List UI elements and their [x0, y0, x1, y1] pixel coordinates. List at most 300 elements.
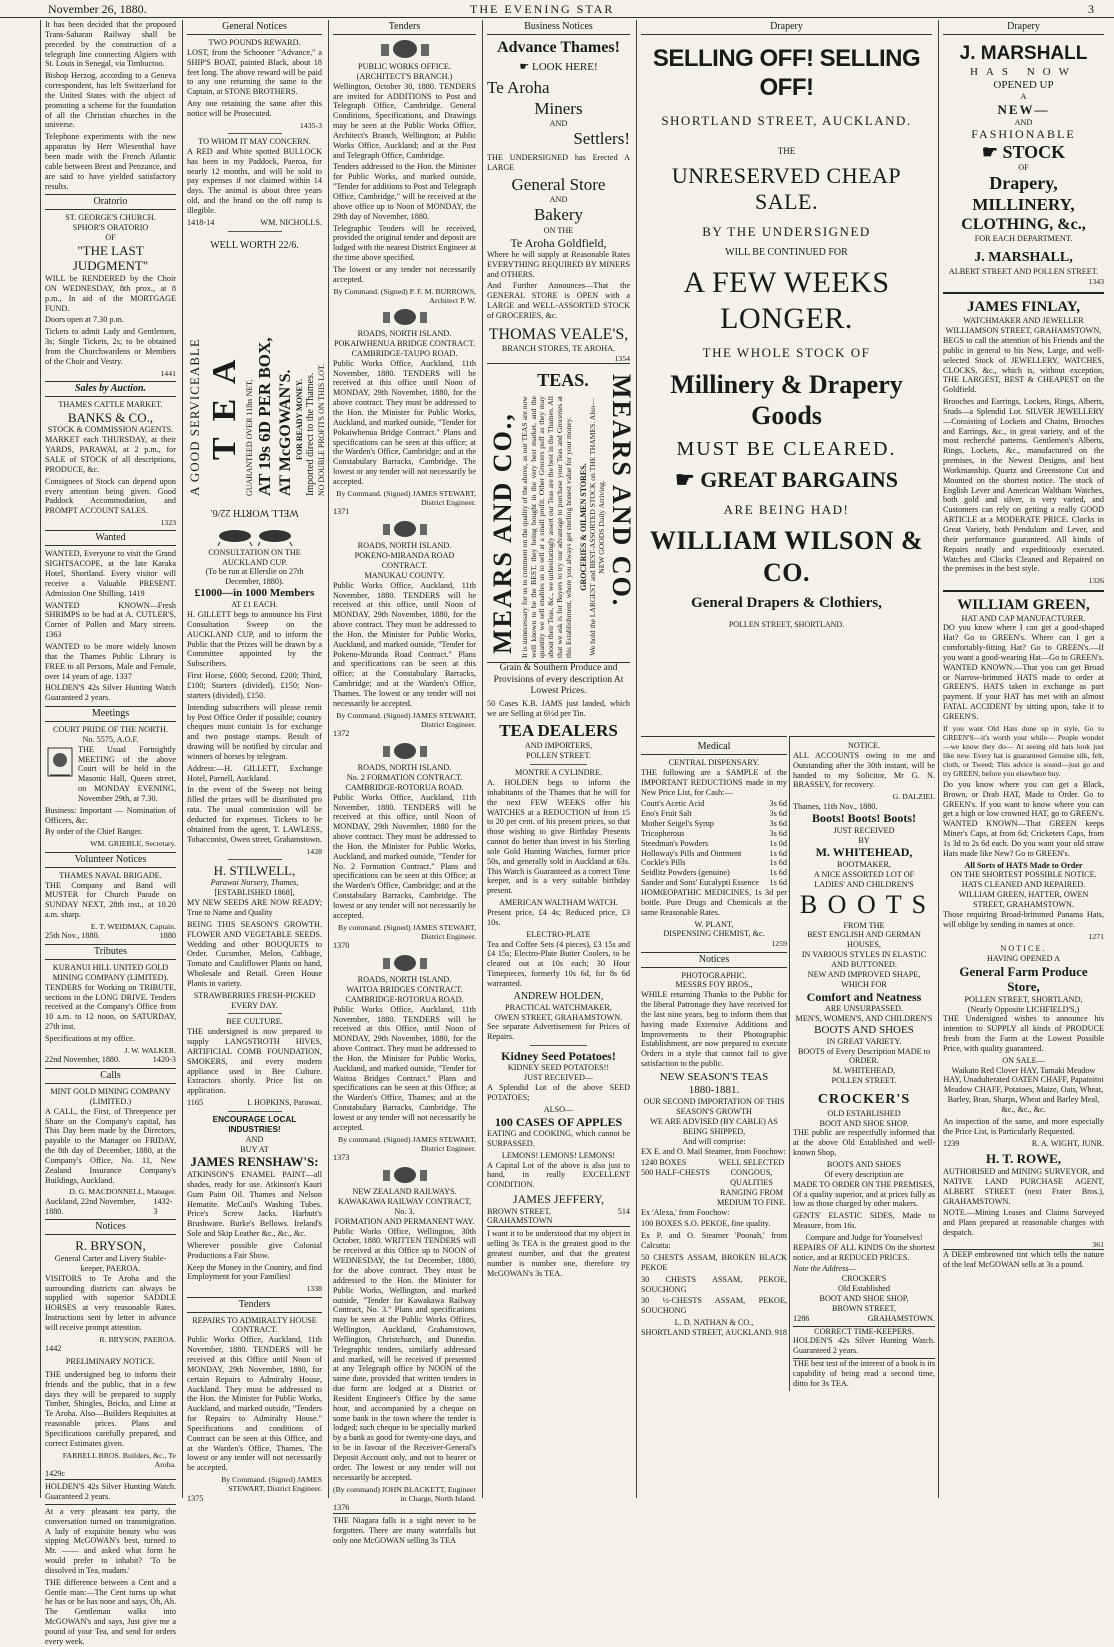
- crocker-title: CROCKER'S: [817, 1091, 911, 1107]
- price-value: 3s 6d: [769, 828, 787, 838]
- oratorio-title: "THE LAST JUDGMENT": [72, 242, 149, 274]
- admiralty-title: REPAIRS TO ADMIRALTY HOUSE CONTRACT.: [192, 1315, 317, 1335]
- stilwell-name: H. STILWELL,: [213, 862, 296, 878]
- marshall-name: J. MARSHALL: [959, 43, 1088, 64]
- notice-body: ALL ACCOUNTS owing to me and Outstanding after the 30th instant, will be handed to my Solicitor, Mr G. N. BRASSEY, for recovery.: [793, 750, 935, 790]
- nathan-name: L. D. NATHAN & CO.,: [674, 1318, 754, 1328]
- also: ALSO—: [543, 1104, 574, 1114]
- roads-title: ROADS, NORTH ISLAND.: [357, 329, 452, 339]
- news-paragraph: It has been decided that the proposed Trans-Saharan Railway shall be preceded by the construction of a telegraph line connecting Algiers with St. Louis in Senegal, via Timbuctoo.: [45, 20, 176, 69]
- bootmaker: BOOTMAKER,: [837, 859, 891, 869]
- section-heading-medical: Medical: [641, 740, 787, 755]
- roads-contract: POKENO-MIRANDA ROAD CONTRACT.: [354, 551, 455, 570]
- coat-of-arms-icon: [375, 953, 435, 973]
- volunteer-date: 25th Nov., 1880.: [45, 931, 100, 941]
- practical-watchmaker: PRACTICAL WATCHMAKER,: [505, 1002, 612, 1012]
- sweep-date: (To be run at Ellerslie on 27th December, 1880).: [205, 567, 304, 587]
- finlay-body: BEGS to call the attention of his Friends and the public in general to his New, Large, and well-selected Stock of JEWELLERY, WATCHES, CLOCKS, &c., which is, without exception, THE LARGEST, BEST & CHEAPEST on the Goldfield.: [943, 335, 1104, 395]
- sweep-body: In the event of the Sweep not being filled the prizes will be distributed pro rata. The usual commission will be deducted for expenses. Tickets to be obtained from the agent, T. LAWLESS, Tobacconist, Owen street, Grahamstown.: [187, 785, 322, 844]
- roads-signature: By Command. (Signed) JAMES STEWART, District Engineer.: [336, 710, 476, 729]
- pwo-branch: (ARCHITECT'S BRANCH.): [356, 71, 453, 81]
- each-dept: FOR EACH DEPARTMENT.: [974, 234, 1073, 244]
- ad-number: 1373: [333, 1153, 350, 1163]
- marshall-sig: J. MARSHALL,: [974, 250, 1073, 266]
- section-heading-oratorio: Oratorio: [45, 194, 176, 210]
- filler-paragraph: THE Niagara falls is a sight never to be forgotten. There are many waterfalls but only one McGOWAN selling 3s TEA: [333, 1513, 476, 1546]
- great-variety: IN GREAT VARIETY.: [826, 1036, 902, 1046]
- ad-number: 1428: [306, 846, 322, 856]
- coat-of-arms-icon: [375, 1165, 435, 1185]
- dalziel-signature: G. DALZIEL: [892, 792, 935, 802]
- reward-title: TWO POUNDS REWARD.: [208, 38, 301, 47]
- correct-timekeepers: CORRECT TIME-KEEPERS.: [793, 1326, 935, 1337]
- watchmaker: WATCHMAKER AND JEWELLER: [963, 316, 1084, 326]
- ad-number: 1441: [160, 368, 176, 378]
- a: A: [1020, 92, 1027, 102]
- concern-signature: WM. NICHOLLS.: [260, 217, 322, 227]
- court-number: No. 5575, A.O.F.: [82, 734, 139, 744]
- price-row: [641, 868, 787, 878]
- local-body: Keep the Money in the Country, and find Employment for your Families!: [187, 1262, 322, 1282]
- price-row: [641, 809, 787, 819]
- reward-warning: Any one retaining the same after this notice will be Prosecuted.: [187, 99, 322, 118]
- section-heading-drapery: Drapery: [641, 20, 932, 35]
- by: BY: [858, 835, 870, 845]
- grain-notice: Grain & Southern Produce and Provisions of every description At Lowest Prices.: [493, 663, 624, 696]
- volunteer-signature: E. T. WEIDMAN, Captain.: [90, 921, 176, 931]
- rail-signature: (By command) JOHN BLACKETT, Engineer in Charge, North Island.: [333, 1484, 476, 1503]
- farm-produce-store: General Farm Produce Store,: [959, 963, 1088, 995]
- mears-text: It is unnecessary for us to comment on the quality of the above, as our TEAS are now well known to be the BEST, they being bought in the very best market, and the quantity we sell enables us to sell at a small profit. Other Grocers puff as they may about their Teas, &c., we unhesitatingly assert our Teas are the best in the Thames. All that we ask is for Buyers to try our advantage to purchase your Teas and Groceries at this Establishment, where you always get sterling honest value for your money.: [520, 396, 573, 659]
- price-row: [641, 858, 787, 868]
- nice-assorted: A NICE ASSORTED LOT OF: [813, 869, 915, 879]
- filler-paragraph: THE best test of the interest of a book is its capability of being read a second time, ditto for 3s TEA.: [793, 1359, 935, 1388]
- pwo-body: Tenders addressed to the Hon. the Minister for Public Works, and marked outside, "Tender for additions to Post and Telegraph Office, Cambridge," will be received at the above office up to Noon of MONDAY, the 29th day of November, 1880.: [333, 162, 476, 221]
- sweep-address: Address:—H. GILLETT, Exchange Hotel, Parnell, Auckland.: [187, 763, 322, 783]
- reward-body: LOST, from the Schooner "Advance," a SHIP'S BOAT, painted Black, about 18 feet long. The above reward will be paid to any one returning the same to the Captain, at STONE BROTHERS.: [187, 47, 322, 97]
- boot-shoe-shop: BOOT AND SHOE SHOP,: [819, 1293, 909, 1303]
- on-the: ON THE: [543, 225, 574, 235]
- section-heading-notices: Notices: [641, 952, 787, 968]
- roads-title: ROADS, NORTH ISLAND.: [357, 541, 452, 551]
- ad-number: 1326: [1088, 576, 1104, 586]
- pwo-signature: By Command. (Signed) P. F. M. BURROWS, Architect P. W.: [333, 286, 476, 305]
- wanted-item: WANTED, Everyone to visit the Grand SIGHTSACOPE, at the late Karaka Hotel, Shortland. Every visitor will receive a Valuable PRESENT. Admission One Shilling. 1419: [45, 549, 176, 598]
- section-heading-general: General Notices: [187, 20, 322, 35]
- company-name: MINT GOLD MINING COMPANY (LIMITED.): [50, 1087, 171, 1106]
- ex-alexa: Ex 'Alexa,' from Foochow:: [641, 1207, 730, 1217]
- ad-number: 918: [774, 1327, 787, 1337]
- veale-body: Where he will supply at Reasonable Rates EVERYTHING REQUIRED BY MINERS and OTHERS.: [487, 249, 630, 279]
- homeopathic: HOMŒOPATHIC MEDICINES, 1s 3d per bottle. Pure Drugs and Chemicals at the same Reasonable Rates.: [641, 887, 787, 917]
- jeffery-name: JAMES JEFFERY,: [512, 1192, 605, 1207]
- rail-contract: KAWAKAWA RAILWAY CONTRACT, No. 3.: [337, 1197, 472, 1216]
- tea-ad-line: A GOOD SERVICEABLE: [187, 337, 202, 496]
- albert-street: ALBERT STREET AND POLLEN STREET.: [948, 267, 1099, 277]
- roads-road: CAMBRIDGE-ROTORUA ROAD.: [345, 994, 464, 1004]
- section-heading-business: Business Notices: [487, 20, 630, 35]
- filler-paragraph: At a very pleasant tea party, the conversation turned on transmigration. A lady of exquisite beauty who was sipping McGOWAN's best, turned to Mr. —— and asked what form he would prefer to inhabit? 'To be dissolved in Tea, madam.': [45, 1506, 176, 1575]
- roads-body: Public Works Office, Auckland, 11th November, 1880. TENDERS will be received at this Office, until Noon of MONDAY, 29th November, 1880, for the above Contract. They must be addressed to the Hon. the Minister for Public Works, Auckland, and marked outside, "Tender for Waitoa Bridges Contract." Plans and specifications can be seen at this Office; at the Warden's Office, Thames; and at the Constabulary Barracks, Cambridge. The lowest or any tender will not necessarily be accepted.: [333, 1004, 476, 1132]
- pekoe: 100 BOXES S.O. PEKOE, fine quality.: [641, 1219, 771, 1229]
- oratorio-of: OF: [105, 233, 116, 243]
- section-heading-tenders: Tenders: [187, 1297, 322, 1313]
- price-row: [641, 839, 787, 849]
- every-description: Of every description are: [824, 1169, 904, 1179]
- price-value: 1s 6d: [769, 858, 787, 868]
- ad-number: 1372: [333, 729, 350, 739]
- admiralty-body: Public Works Office, Auckland, 11th November, 1880. TENDERS will be received at this Office until Noon of MONDAY, 29th November, 1880, for certain Repairs to Admiralty House, Auckland. They must be addressed to the Hon. the Minister for Public Works, Auckland, and marked outside, "Tenders for Repairs to Admiralty House." Specifications and conditions of Contract can be seen at this Office, and at the Warden's Office, Thames. The lowest or any tender will not necessarily be accepted.: [187, 1335, 322, 1473]
- green-body: DO you know where I can get a good-shaped Hat? Go to GREEN's. Where can I get a comfortably-fitting Hat? Go to GREEN's.—If you want a good-wearing Hat—Go to GREEN's. WANTED KNOWN.—That you can get Broad or Narrow-brimmed HATS made to order at GREEN'S. HATS taken in exchange as part payment. If your HAT has met with an almost FATAL ACCIDENT by sitting upon, take it to GREEN'S.: [943, 623, 1104, 721]
- roads-contract: No. 2 FORMATION CONTRACT.: [346, 773, 463, 782]
- whole-stock: THE WHOLE STOCK OF: [702, 345, 871, 361]
- ad-number: 1418-14: [187, 217, 215, 227]
- pollen-street: POLLEN STREET.: [831, 1076, 897, 1086]
- half-chests: 500 HALF-CHESTS: [641, 1168, 710, 1178]
- horse-race-icon: [190, 524, 320, 546]
- column-2: [182, 20, 326, 1503]
- assam: 50 CHESTS ASSAM, BROKEN BLACK PEKOE: [641, 1253, 787, 1272]
- oratorio-tickets: Tickets to admit Lady and Gentlemen, 3s; Single Tickets, 2s; to be obtained from the Churchwardens or Members of the Choir and Vestry.: [45, 327, 176, 366]
- admiralty-signature: By Command. (Signed) JAMES STEWART, District Engineer.: [221, 1475, 322, 1494]
- roads-title: ROADS, NORTH ISLAND.: [357, 975, 452, 985]
- mears-teas: TEAS.: [537, 370, 589, 391]
- price-item: Holloway's Pills and Ointment: [641, 848, 742, 858]
- section-heading-calls: Calls: [45, 1068, 176, 1084]
- tea-ad-line: AT McGOWAN'S.: [277, 369, 294, 496]
- mears-groceries: GROCERIES & OILMEN STORES.: [579, 463, 588, 591]
- ad-number: 361: [1092, 1239, 1104, 1249]
- stilwell-body: MY NEW SEEDS ARE NOW READY; True to Name and Quality: [187, 898, 322, 917]
- column-3: [328, 20, 480, 1545]
- american-watch: AMERICAN WALTHAM WATCH.: [499, 898, 618, 908]
- ad-number: 1420-3: [152, 1055, 176, 1065]
- nursery-name: Parawai Nursery, Thames,: [210, 878, 299, 888]
- roads-title: ROADS, NORTH ISLAND.: [357, 763, 452, 773]
- ad-number: 1343: [1088, 276, 1104, 286]
- shortest-notice: ON THE SHORTEST POSSIBLE NOTICE.: [950, 870, 1097, 880]
- just-received: JUST RECEIVED—: [523, 1073, 594, 1083]
- photographic: PHOTOGRAPHIC.: [681, 970, 747, 980]
- section-heading-meetings: Meetings: [45, 706, 176, 722]
- section-heading-drapery: Drapery: [943, 20, 1104, 35]
- sweep-price: AT £1 EACH.: [231, 600, 278, 610]
- chemist: DISPENSING CHEMIST, &c.: [663, 929, 765, 939]
- electro-plate: ELECTRO-PLATE: [526, 929, 591, 939]
- clothing: CLOTHING, &c.,: [961, 216, 1086, 234]
- agent-subtitle: STOCK & COMMISSION AGENTS.: [47, 425, 174, 435]
- price-row: [641, 878, 787, 888]
- lemons: LEMONS! LEMONS! LEMONS!: [501, 1150, 616, 1160]
- oratorio-doors: Doors open at 7.30 p.m.: [45, 315, 124, 325]
- column-4: [482, 20, 634, 1498]
- and-word: AND: [549, 195, 568, 205]
- roads-road: MANUKAU COUNTY.: [364, 570, 445, 580]
- advised: WE ARE ADVISED (BY CABLE) AS BEING SHIPPED,: [650, 1117, 778, 1136]
- price-item: Cockle's Pills: [641, 858, 686, 868]
- new-shape: NEW AND IMPROVED SHAPE, WHICH FOR: [807, 969, 921, 989]
- mears-left: MEARS AND CO.,: [488, 412, 517, 655]
- veale-branch: BRANCH STORES, TE AROHA.: [501, 344, 616, 354]
- dispensary-body: THE following are a SAMPLE of the IMPORTANT REDUCTIONS made in my New Price List, for Cash:—: [641, 767, 787, 797]
- sweep-prize: £1000—in 1000 Members: [194, 587, 315, 600]
- green-verse: If you want Old Hats done up in style, Go to GREEN'S—it's worth your while— People wonder—we know they do— At seeing old hats look just like new. Every hat is guaranteed Genuine silk, felt, cloth, or Tweed; This advice is sound—just go and try GREEN, before you elsewhere buy.: [943, 723, 1104, 778]
- section-heading-tenders: Tenders: [333, 20, 476, 35]
- splendid-lot: A Splendid Lot of the above SEED POTATOES;: [487, 1083, 630, 1103]
- assam: 30 CHESTS ASSAM, PEKOE, SOUCHONG: [641, 1274, 787, 1294]
- dispensary-name: CENTRAL DISPENSARY.: [668, 758, 760, 767]
- various-styles: IN VARIOUS STYLES IN ELASTIC AND BUTTONED.: [801, 950, 927, 969]
- second-importation: OUR SECOND IMPORTATION OF THIS SEASON'S GROWTH: [643, 1097, 785, 1117]
- ad-number: 1286: [793, 1313, 810, 1323]
- price-item: Steedman's Powders: [641, 838, 709, 848]
- ad-number: 1271: [1088, 931, 1104, 941]
- nearly-opposite: (Nearly Opposite LICHFIELD'S,): [967, 1004, 1080, 1014]
- owen-street: OWEN STREET, GRAHAMSTOWN.: [494, 1012, 623, 1022]
- rowe-note: NOTE.—Mining Leases and Claims Surveyed and Plans prepared at reasonable charges with despatch.: [943, 1208, 1104, 1238]
- section-heading-wanted: Wanted: [45, 530, 176, 546]
- ad-number: 514: [617, 1206, 630, 1216]
- local-and: AND: [245, 1134, 264, 1144]
- local-title: ENCOURAGE LOCAL INDUSTRIES!: [212, 1115, 297, 1134]
- best-houses: BEST ENGLISH AND GERMAN HOUSES,: [807, 930, 921, 950]
- must-be-cleared: MUST BE CLEARED.: [676, 438, 897, 461]
- miners: Miners: [534, 98, 583, 118]
- ladies-childrens: LADIES' AND CHILDREN'S: [814, 879, 914, 889]
- ad-number: 1239: [943, 1138, 960, 1148]
- old-established: OLD ESTABLISHED: [827, 1108, 901, 1118]
- see-advert: See separate Advertisement for Prices of Repairs.: [487, 1022, 630, 1042]
- bee-body: THE undersigned is now prepared to supply LANGSTROTH HIVES, ARTIFICIAL COMB FOUNDATION, SMOKERS, and every modern appliance used in Bee Culture. Extractors shortly. Price list on application.: [187, 1027, 322, 1096]
- brown-street: BROWN STREET,: [832, 1303, 896, 1313]
- ad-number: 1442: [45, 1344, 62, 1354]
- bee-signature: I. HOPKINS, Parawai.: [247, 1098, 322, 1108]
- notice-date: Thames, 11th Nov., 1880.: [793, 801, 878, 811]
- oratorio-name: SPHOR'S ORATORIO: [72, 223, 149, 233]
- advance-thames: Advance Thames!: [497, 39, 620, 56]
- boots-large: B O O T S: [799, 890, 929, 920]
- ad-number: 1323: [160, 518, 176, 528]
- being-had: ARE BEING HAD!: [723, 501, 850, 517]
- shortland-street: SHORTLAND STREET, AUCKLAND.: [641, 1327, 774, 1337]
- calls-body: A CALL, the First, of Threepence per Share on the Company's capital, has This Day been made by the Directors, payable to the Manager on FRIDAY, the 8th day of December, 1880, at the Company's Office, No. 11, New Zealand Insurance Company's Buildings, Auckland.: [45, 1106, 176, 1185]
- tributes-date: 22nd November, 1880.: [45, 1055, 121, 1065]
- millinery-drapery: Millinery & Drapery Goods: [670, 369, 903, 431]
- general-store: General Store: [511, 175, 606, 195]
- pwo-body: Wellington, October 30, 1880. TENDERS are invited for ADDITIONS to Post and Telegraph Office, Cambridge. General Conditions, Specifications, and Drawings may be seen at the Public Works Office, Architect's Branch, Wellington; at Public Works Office, Auckland; and at the Post and Telegraph Office, Cambridge.: [333, 81, 476, 160]
- of: OF: [1018, 163, 1029, 173]
- the: THE: [777, 146, 796, 157]
- agent-name: BANKS & CO.,: [67, 409, 154, 425]
- grahamstown: GRAHAMSTOWN.: [867, 1313, 935, 1323]
- volunteer-body: THE Company and Band will MUSTER for Church Parade on SUNDAY NEXT, 28th inst., at 10.20 a.m. sharp.: [45, 880, 176, 920]
- pollen-shortland: POLLEN STREET, SHORTLAND,: [964, 994, 1083, 1004]
- fashionable: FASHIONABLE: [971, 127, 1076, 142]
- section-heading-auction: Sales by Auction.: [45, 381, 176, 397]
- pwo-title: PUBLIC WORKS OFFICE.: [358, 62, 451, 71]
- tea-ad-line: NO DOUBLE PROFITS ON THIS LOT.: [317, 363, 326, 496]
- new: NEW—: [997, 102, 1050, 118]
- masthead: [0, 0, 1114, 18]
- concern-title: TO WHOM IT MAY CONCERN.: [198, 137, 311, 147]
- goldfield: Te Aroha Goldfield,: [510, 235, 607, 250]
- electro-body: Tea and Coffee Sets (4 pieces), £3 15s and £4 15s; Electro-Plate Butter Coolers, to be cleared out at 10s each; 30 Hour Timepieces, formerly 10s 6d, for 8s 6d warranted.: [487, 939, 630, 988]
- company-name: KURANUI HILL UNITED GOLD MINING COMPANY (LIMITED).: [52, 963, 169, 982]
- ad-number: 1429c: [45, 1469, 66, 1479]
- great-bargains: GREAT BARGAINS: [700, 467, 899, 493]
- ad-number: 1375: [187, 1493, 204, 1503]
- veale-body: THE UNDERSIGNED has Erected A LARGE: [487, 153, 630, 173]
- ad-number: 1435-3: [299, 120, 322, 130]
- millinery: MILLINERY,: [972, 194, 1075, 214]
- bee-title: BEE CULTURE.: [226, 1017, 283, 1027]
- sweep-prizes: First Horse, £600; Second, £200; Third, £100; Starters (divided), £150; Non-starters (divided), £150.: [187, 671, 322, 700]
- williamson-street: WILLIAMSON STREET, GRAHAMSTOWN,: [945, 326, 1102, 336]
- congous: WELL SELECTED CONGOUS, QUALITIES RANGING FROM MEDIUM TO FINE.: [716, 1158, 787, 1207]
- pollen-shortland: POLLEN STREET, SHORTLAND.: [728, 619, 845, 629]
- by-undersigned: BY THE UNDERSIGNED: [702, 223, 871, 239]
- stilwell-strawberries: STRAWBERRIES FRESH-PICKED EVERY DAY.: [193, 990, 316, 1010]
- roads-body: Public Works Office, Auckland, 11th November, 1880. TENDERS will be received at this office, until Noon of MONDAY, 29th November, 1880, for the above contract. They must be addressed to the Hon. the Minister for Public Works, Auckland, and marked outside, "Tender for Pokeno-Miranda Road Contract." Plans and specifications can be seen at this office; at the Constabulary Barracks, Cambridge; and at the Warden's Office, Thames. The lowest or any tender will not necessarily be accepted.: [333, 580, 476, 708]
- wight-signature: R. A. WIGHT, JUNR.: [1031, 1138, 1104, 1148]
- concern-body: A RED and White spotted BULLOCK has been in my Paddock, Paeroa, for nearly 12 months, and will be sold to pay expenses if not claimed within 14 days. The animal is about three years old, and the brand on the off rump is illegible.: [187, 146, 322, 215]
- sweep-body: Intending subscribers will please remit by Post Office Order if possible; country cheques must contain 1s for exchange and two postage stamps. Result of drawing will be notified by circular and winners of horses by telegram.: [187, 702, 322, 761]
- ad-number: 1432-3: [153, 1196, 173, 1216]
- on-sale: ON SALE—: [1002, 1055, 1045, 1065]
- quality: Of a quality superior, and at prices fully as low as those charged by other makers.: [793, 1189, 935, 1209]
- bryson-signature: R. BRYSON, PAEROA.: [99, 1334, 176, 1344]
- compare-judge: Compare and Judge for Yourselves!: [805, 1232, 923, 1242]
- capital-lot: A Capital Lot of the above is also just to hand, in really EXCELLENT CONDITION.: [487, 1160, 630, 1190]
- renshaw-name: JAMES RENSHAW'S:: [190, 1154, 319, 1170]
- coat-of-arms-icon: [375, 38, 435, 60]
- calls-signature: D. G. MACDONNELL, Manager.: [69, 1187, 176, 1197]
- news-paragraph: Bishop Herzog, according to a Geneva correspondent, has left Switzerland for the United States with the object of promoting a scheme for the foundation of all the Christian churches in the universe.: [45, 71, 176, 130]
- drapery: Drapery,: [989, 173, 1058, 194]
- nursery-est: [ESTABLISHED 1868],: [214, 888, 295, 898]
- finlay-body: Brooches and Earrings, Lockets, Rings, Alberts, Studs—a Splendid Lot. SILVER JEWELLERY—Consisting of Lockets and Chains, Brooches and Earrings, &c., in great variety, and of the most recherché patterns. Gentlemen's Alberts, Rings, Lockets, &c., manufactured on the premises, in the Newest Designs, and best Workmanship. Quartz and Greenstone Cut and Mounted on the shortest notice. The stock of English Lever and American Waltham Watches, both gold and silver, is very varied, and Customers can rely on getting a really GOOD ARTICLE at a MODERATE PRICE. Clocks in Great Variety, both Pendulum and Lever, and their performance guaranteed. All kinds of Repairs neatly and expeditiously executed. Watches and Clocks Cleaned and Repaired on the premises in the best style.: [943, 397, 1104, 574]
- rowe-name: H. T. ROWE,: [985, 1151, 1061, 1167]
- apples: 100 CASES OF APPLES: [494, 1114, 623, 1129]
- rail-title: NEW ZEALAND RAILWAYS.: [352, 1187, 457, 1197]
- few-weeks: A FEW WEEKS LONGER.: [683, 266, 890, 336]
- local-body: ATKINSON'S ENAMEL PAINT—all shades, ready for use. Atkinson's Kauri Gum Paint Oil. Thames and Nelson Hematite. McCaul's Washing Tubes. Price's Screw Jacks. Harbutt's Brushware. Burke's Bellows. Ireland's Sole and Skip Leather &c., &c., &c.: [187, 1169, 322, 1239]
- price-item: Tricopherous: [641, 828, 685, 838]
- boxes: 1240 BOXES: [641, 1158, 687, 1168]
- hat-manufacturer: HAT AND CAP MANUFACTURER.: [961, 613, 1086, 623]
- column-1: [40, 20, 180, 1646]
- note-address: Note the Address—: [793, 1264, 856, 1274]
- mens-womens: MEN'S, WOMEN'S, AND CHILDREN'S: [795, 1013, 933, 1023]
- kidney-potatoes-sub: KIDNEY SEED POTATOES!!: [507, 1063, 610, 1073]
- boots-subcolumn: [789, 736, 935, 1391]
- roads-body: Public Works Office, Auckland, 11th November, 1880. TENDERS will be received at this office, until Noon of MONDAY, 29th November, 1880 for the above contract. They must be addressed to the Hon. the Minister for Public Works, Auckland, and marked outside, "Tender for No. 2 Formation Contract." Plans and specifications can be seen at this Office; at the Warden's Office, Cambridge; and at the Constabulary Barracks, Cambridge. The lowest or any tender will not necessarily be accepted.: [333, 792, 476, 920]
- farm-body: THE Undersigned wishes to announce his intention to SUPPLY all kinds of PRODUCE fresh from the Farm at the Lowest Possible Price, with quality guaranteed.: [943, 1014, 1104, 1053]
- crocker-body: THE public are respectfully informed that at the above Old Established and well-known Shop,: [793, 1128, 935, 1158]
- calls-date: Auckland, 22nd November, 1880.: [45, 1196, 136, 1216]
- bryson-title: General Carter and Livery Stable-keeper, PAEROA.: [54, 1254, 167, 1273]
- boots-shoes: BOOTS AND SHOES: [814, 1023, 914, 1036]
- column-6: [938, 20, 1108, 1498]
- price-value: 1s 6d: [769, 868, 787, 878]
- crest-icon: [45, 745, 75, 779]
- ad-number: 1165: [187, 1098, 204, 1108]
- price-value: 1s 0d: [769, 838, 787, 848]
- pwo-body: Telegraphic Tenders will be received, provided the original tender and deposit are lodged with the nearest District Engineer at the time above specified.: [333, 223, 476, 263]
- look-here: LOOK HERE!: [531, 61, 598, 74]
- church-name: ST. GEORGE'S CHURCH.: [65, 213, 156, 223]
- price-value: 1s 6d: [769, 848, 787, 858]
- new-season-teas: NEW SEASON'S TEAS: [659, 1070, 769, 1083]
- importers: AND IMPORTERS,: [524, 741, 593, 751]
- ad-number: 1354: [614, 353, 630, 363]
- pollen-street: POLLEN STREET.: [526, 751, 591, 761]
- page-number: 3: [1088, 2, 1094, 16]
- price-row: [641, 819, 787, 829]
- boot-shoe-shop: BOOT AND SHOE SHOP.: [819, 1118, 909, 1128]
- sale-list: Waikato Red Clover HAY, Tamaki Meadow HAY, Unadulterated OATEN CHAFF, Papatoitoi Meadow CHAFF, Potatoes, Maize, Oats, Wheat, Barley, Bran, Sharps, Wheat and Barley Meal, &c., &c., &c.: [943, 1065, 1104, 1114]
- eating-cooking: EATING and COOKING, which cannot be SURPASSED.: [487, 1129, 630, 1148]
- section-heading-tributes: Tributes: [45, 944, 176, 960]
- notice-title: NOTICE.: [847, 741, 881, 750]
- meeting-business: Business: Important — Nomination of Officers, &c.: [45, 805, 176, 825]
- te-aroha: Te Aroha: [487, 78, 550, 98]
- green-name: WILLIAM GREEN,: [957, 596, 1090, 613]
- meeting-signature: WM. GRIEBLE, Secretary.: [90, 839, 176, 849]
- pointing-hand-icon: ☛: [519, 61, 532, 74]
- rowe-body: AUTHORISED and MINING SURVEYOR, and NATIVE LAND PURCHASE AGENT, ALBERT STREET (next Frater Bros.), GRAHAMSTOWN.: [943, 1166, 1104, 1206]
- tea-ad-line: T E A: [206, 355, 243, 460]
- ad-number: 1338: [306, 1284, 322, 1294]
- panama: Those requiring Broad-brimmed Panama Hats, will oblige by sending in names at once.: [943, 909, 1104, 929]
- bryson-body: VISITORS to Te Aroha and the surrounding districts can always be supplied with superior SADDLE HORSES at very reasonable Rates. Instructions sent by letter in advance will receive prompt attention.: [45, 1273, 176, 1332]
- repairs: REPAIRS OF ALL KINDS On the shortest notice, and at REDUCED PRICES.: [793, 1242, 935, 1262]
- auction-body: MARKET each THURSDAY, at their YARDS, PARAWAI, at 2 p.m., for SALE of STOCK of all descriptions, PRODUCE, &c.: [45, 435, 176, 474]
- tea-ad-rotated: [187, 260, 326, 500]
- prelim-heading: PRELIMINARY NOTICE.: [65, 1357, 156, 1366]
- gents-elastic: GENTS' ELASTIC SIDES, Made to Measure, from 16s.: [793, 1211, 935, 1231]
- issue-date: November 26, 1880.: [48, 2, 147, 16]
- price-list: [641, 799, 787, 888]
- pointing-hand-icon: ☛: [674, 467, 701, 493]
- ex-steamer: EX E. and O. Mail Steamer, from Foochow:: [641, 1146, 786, 1156]
- wanted-item: HOLDEN'S 42s Silver Hunting Watch Guaranteed 2 years.: [45, 683, 176, 703]
- tea-ad-line: FOR READY MONEY.: [295, 378, 304, 460]
- green-signature: WILLIAM GREEN, HATTER, OWEN STREET, GRAHAMSTOWN.: [958, 890, 1089, 909]
- price-item: Coutt's Acetic Acid: [641, 799, 705, 809]
- brown-street: BROWN STREET, GRAHAMSTOWN: [487, 1206, 553, 1226]
- tributes-signature: J. W. WALKER.: [124, 1045, 176, 1055]
- ad-number: 1371: [333, 507, 350, 517]
- tea-ad-line: AT 19s 6D PER BOX,: [255, 337, 274, 496]
- roads-signature: By Command. (Signed) JAMES STEWART, District Engineer.: [336, 488, 476, 508]
- newspaper-title: THE EVENING STAR: [470, 2, 615, 16]
- wanted-item: WANTED KNOWN—Fresh SHRIMPS to be had at A. CUTLER'S, Corner of Pollen and Mary streets. 1363: [45, 600, 176, 640]
- short-time: SHORTLAND STREET, AUCKLAND.: [661, 112, 912, 128]
- price-row: [641, 799, 787, 809]
- pointing-hand-icon: ☛: [981, 141, 1003, 162]
- made-to-order: MADE TO ORDER ON THE PREMISES,: [793, 1179, 935, 1189]
- meeting-body: THE Usual Fortnightly MEETING of the above Court will be held in the Masonic Hall, Queen street, on MONDAY EVENING, November 29th, at 7.30.: [78, 744, 176, 803]
- stilwell-body: BEING THIS SEASON'S GROWTH. FLOWER AND VEGETABLE SEEDS. Wedding and other BOUQUETS to Order. Cucumber, Melon, Cabbage, Tomato and Cauliflower Plants on hand, Wholesale and Retail. Green House Plants in variety.: [187, 919, 322, 988]
- boots-shoes: BOOTS AND SHOES: [826, 1160, 902, 1169]
- just-received: JUST RECEIVED: [833, 825, 895, 835]
- every-description: BOOTS of Every Description MADE to ORDER.: [797, 1046, 931, 1066]
- hats-cleaned: HATS CLEANED AND REPAIRED.: [961, 880, 1086, 890]
- whitehead-sig: M. WHITEHEAD,: [832, 1066, 896, 1076]
- local-body: Wherever possible give Colonial Productions a Fair Show.: [187, 1240, 322, 1260]
- stock: STOCK: [1002, 141, 1066, 162]
